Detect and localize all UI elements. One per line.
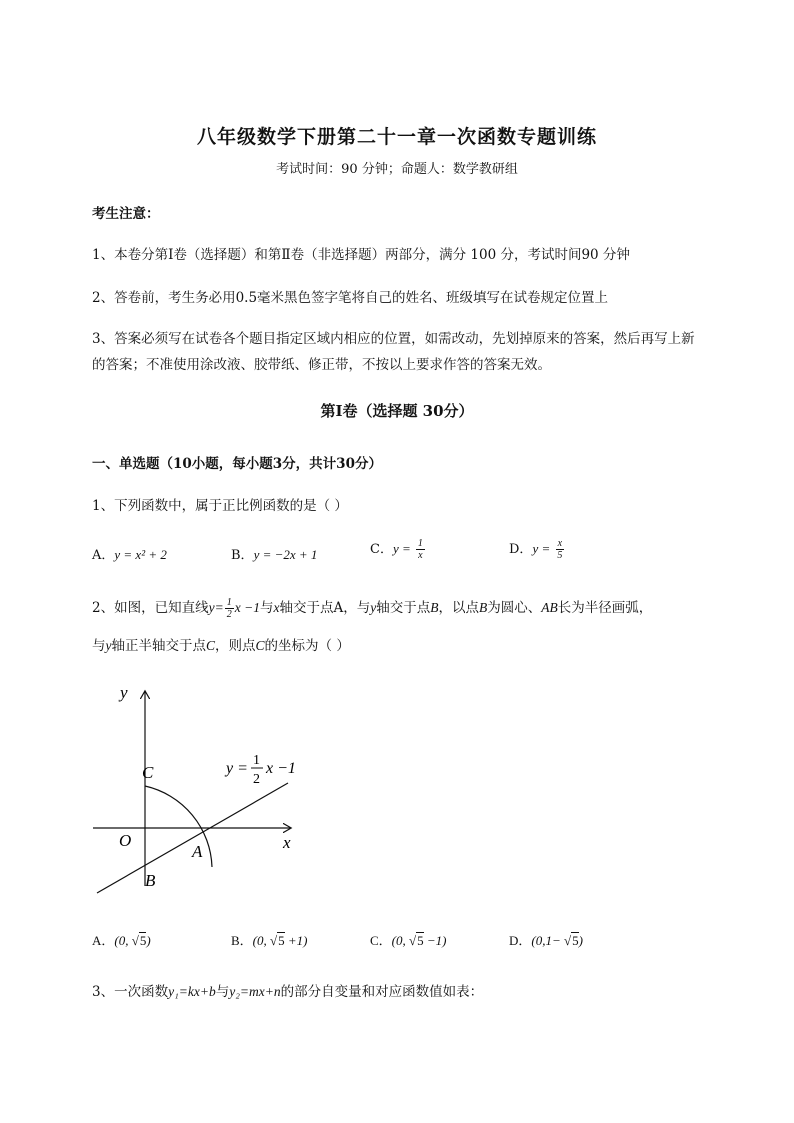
text: 长为半径画弧， xyxy=(557,600,653,616)
note-item-3-line-1: 3、答案必须写在试卷各个题目指定区域内相应的位置，如需改动，先划掉原来的答案，然后再写上新 xyxy=(92,331,695,347)
text: 3、一次函数 xyxy=(92,984,169,1000)
point-a-label: A xyxy=(192,842,203,861)
math-text: (0, xyxy=(391,933,410,948)
text: 与 xyxy=(92,638,106,654)
math-text: ) xyxy=(578,933,583,948)
denominator: x xyxy=(418,550,423,561)
option-label: D． xyxy=(509,933,532,948)
fraction xyxy=(555,538,564,561)
numerator: 1 xyxy=(417,538,423,549)
math-text: ) xyxy=(146,933,151,948)
q2-stem-line-1 xyxy=(92,596,652,620)
q2-option-c: C．(0, √5 −1) xyxy=(370,933,447,948)
line-eq-denominator: 2 xyxy=(253,772,260,787)
option-expr: y = x² + 2 xyxy=(114,547,167,562)
math-text: (0,1− xyxy=(531,933,564,948)
page-title: 八年级数学下册第二十一章一次函数专题训练 xyxy=(196,126,597,148)
q1-option-d xyxy=(509,538,565,561)
line-eq-numerator: 1 xyxy=(253,753,260,768)
text: ，以点 xyxy=(438,600,479,616)
text: 的坐标为（ ） xyxy=(264,638,350,654)
sqrt-radicand: 5 xyxy=(417,933,424,948)
text: 轴正半轴交于点 xyxy=(111,638,206,654)
math-var: y xyxy=(208,600,215,615)
q2-figure xyxy=(85,678,305,900)
option-lhs: y = xyxy=(392,541,411,556)
math-var: B xyxy=(430,600,439,615)
q2-option-a: A．(0, √5) xyxy=(92,933,151,948)
numerator: x xyxy=(557,538,563,549)
option-expr: y = −2x + 1 xyxy=(253,547,318,562)
note-item-2: 2、答卷前，考生务必用0.5毫米黑色签字笔将自己的姓名、班级填写在试卷规定位置上 xyxy=(92,290,609,306)
point-b-label: B xyxy=(145,871,156,890)
option-label: C． xyxy=(370,933,392,948)
line-eq-rhs: x −1 xyxy=(266,760,296,777)
x-axis-label: x xyxy=(283,833,291,852)
option-label: C． xyxy=(370,542,393,557)
section-title: 第Ⅰ卷（选择题 30分） xyxy=(320,402,474,420)
sqrt-radicand: 5 xyxy=(278,933,285,948)
notes-heading: 考生注意： xyxy=(92,206,160,222)
option-label: A． xyxy=(92,548,115,563)
option-lhs: y = xyxy=(532,541,551,556)
origin-label: O xyxy=(119,831,132,850)
math-var: y xyxy=(105,638,112,653)
math-text: (0, xyxy=(114,933,132,948)
denominator: 5 xyxy=(557,550,563,561)
q1-option-a xyxy=(92,544,167,563)
text: 为圆心、 xyxy=(487,600,542,616)
math-expr: y₂=mx+n xyxy=(229,984,281,999)
fraction xyxy=(416,538,425,561)
math-text: +1) xyxy=(284,933,308,948)
option-label: B． xyxy=(231,548,254,563)
math-text: −1) xyxy=(423,933,447,948)
math-expr: y₁=kx+b xyxy=(168,984,216,999)
text: 轴交于点 xyxy=(376,600,431,616)
text: 2、如图，已知直线 xyxy=(92,600,209,616)
q1-option-c xyxy=(370,538,426,561)
q2-stem-line-2 xyxy=(92,634,350,654)
q2-option-d: D．(0,1− √5) xyxy=(509,933,583,948)
math-op: = xyxy=(214,600,224,615)
fraction xyxy=(225,597,234,620)
math-text: (0, xyxy=(252,933,271,948)
line-eq-lhs: y = xyxy=(226,760,248,777)
text: 与 xyxy=(259,600,274,616)
text: 与 xyxy=(215,984,230,1000)
note-item-3-line-2: 的答案；不准使用涂改液、胶带纸、修正带，不按以上要求作答的答案无效。 xyxy=(92,357,551,373)
note-item-1: 1、本卷分第Ⅰ卷（选择题）和第Ⅱ卷（非选择题）两部分，满分 100 分，考试时间90 分钟 xyxy=(92,247,630,263)
q2-option-b: B．(0, √5 +1) xyxy=(231,933,308,948)
y-axis-label: y xyxy=(120,683,128,702)
math-var: x xyxy=(273,600,280,615)
option-label: B． xyxy=(231,933,253,948)
math-expr: x −1 xyxy=(234,600,260,615)
text: 的部分自变量和对应函数值如表： xyxy=(280,984,484,1000)
math-var: C xyxy=(255,638,265,653)
math-var: C xyxy=(206,638,216,653)
math-var: B xyxy=(478,600,488,615)
q3-stem xyxy=(92,980,483,1000)
numerator: 1 xyxy=(226,597,232,608)
point-c-label: C xyxy=(142,763,154,782)
text: ，则点 xyxy=(215,638,256,654)
part-heading: 一、单选题（10小题，每小题3分，共计30分） xyxy=(92,456,382,472)
q1-option-b xyxy=(231,544,317,563)
sqrt-radicand: 5 xyxy=(572,933,579,948)
option-label: A． xyxy=(92,933,115,948)
math-var: y xyxy=(370,600,377,615)
q1-stem: 1、下列函数中，属于正比例函数的是（ ） xyxy=(92,498,348,514)
option-label: D． xyxy=(509,542,533,557)
denominator: 2 xyxy=(226,609,232,620)
exam-info: 考试时间：90 分钟；命题人：数学教研组 xyxy=(276,162,518,177)
text: 轴交于点A，与 xyxy=(279,600,371,616)
sqrt-radicand: 5 xyxy=(139,933,147,948)
math-var: AB xyxy=(541,600,558,615)
